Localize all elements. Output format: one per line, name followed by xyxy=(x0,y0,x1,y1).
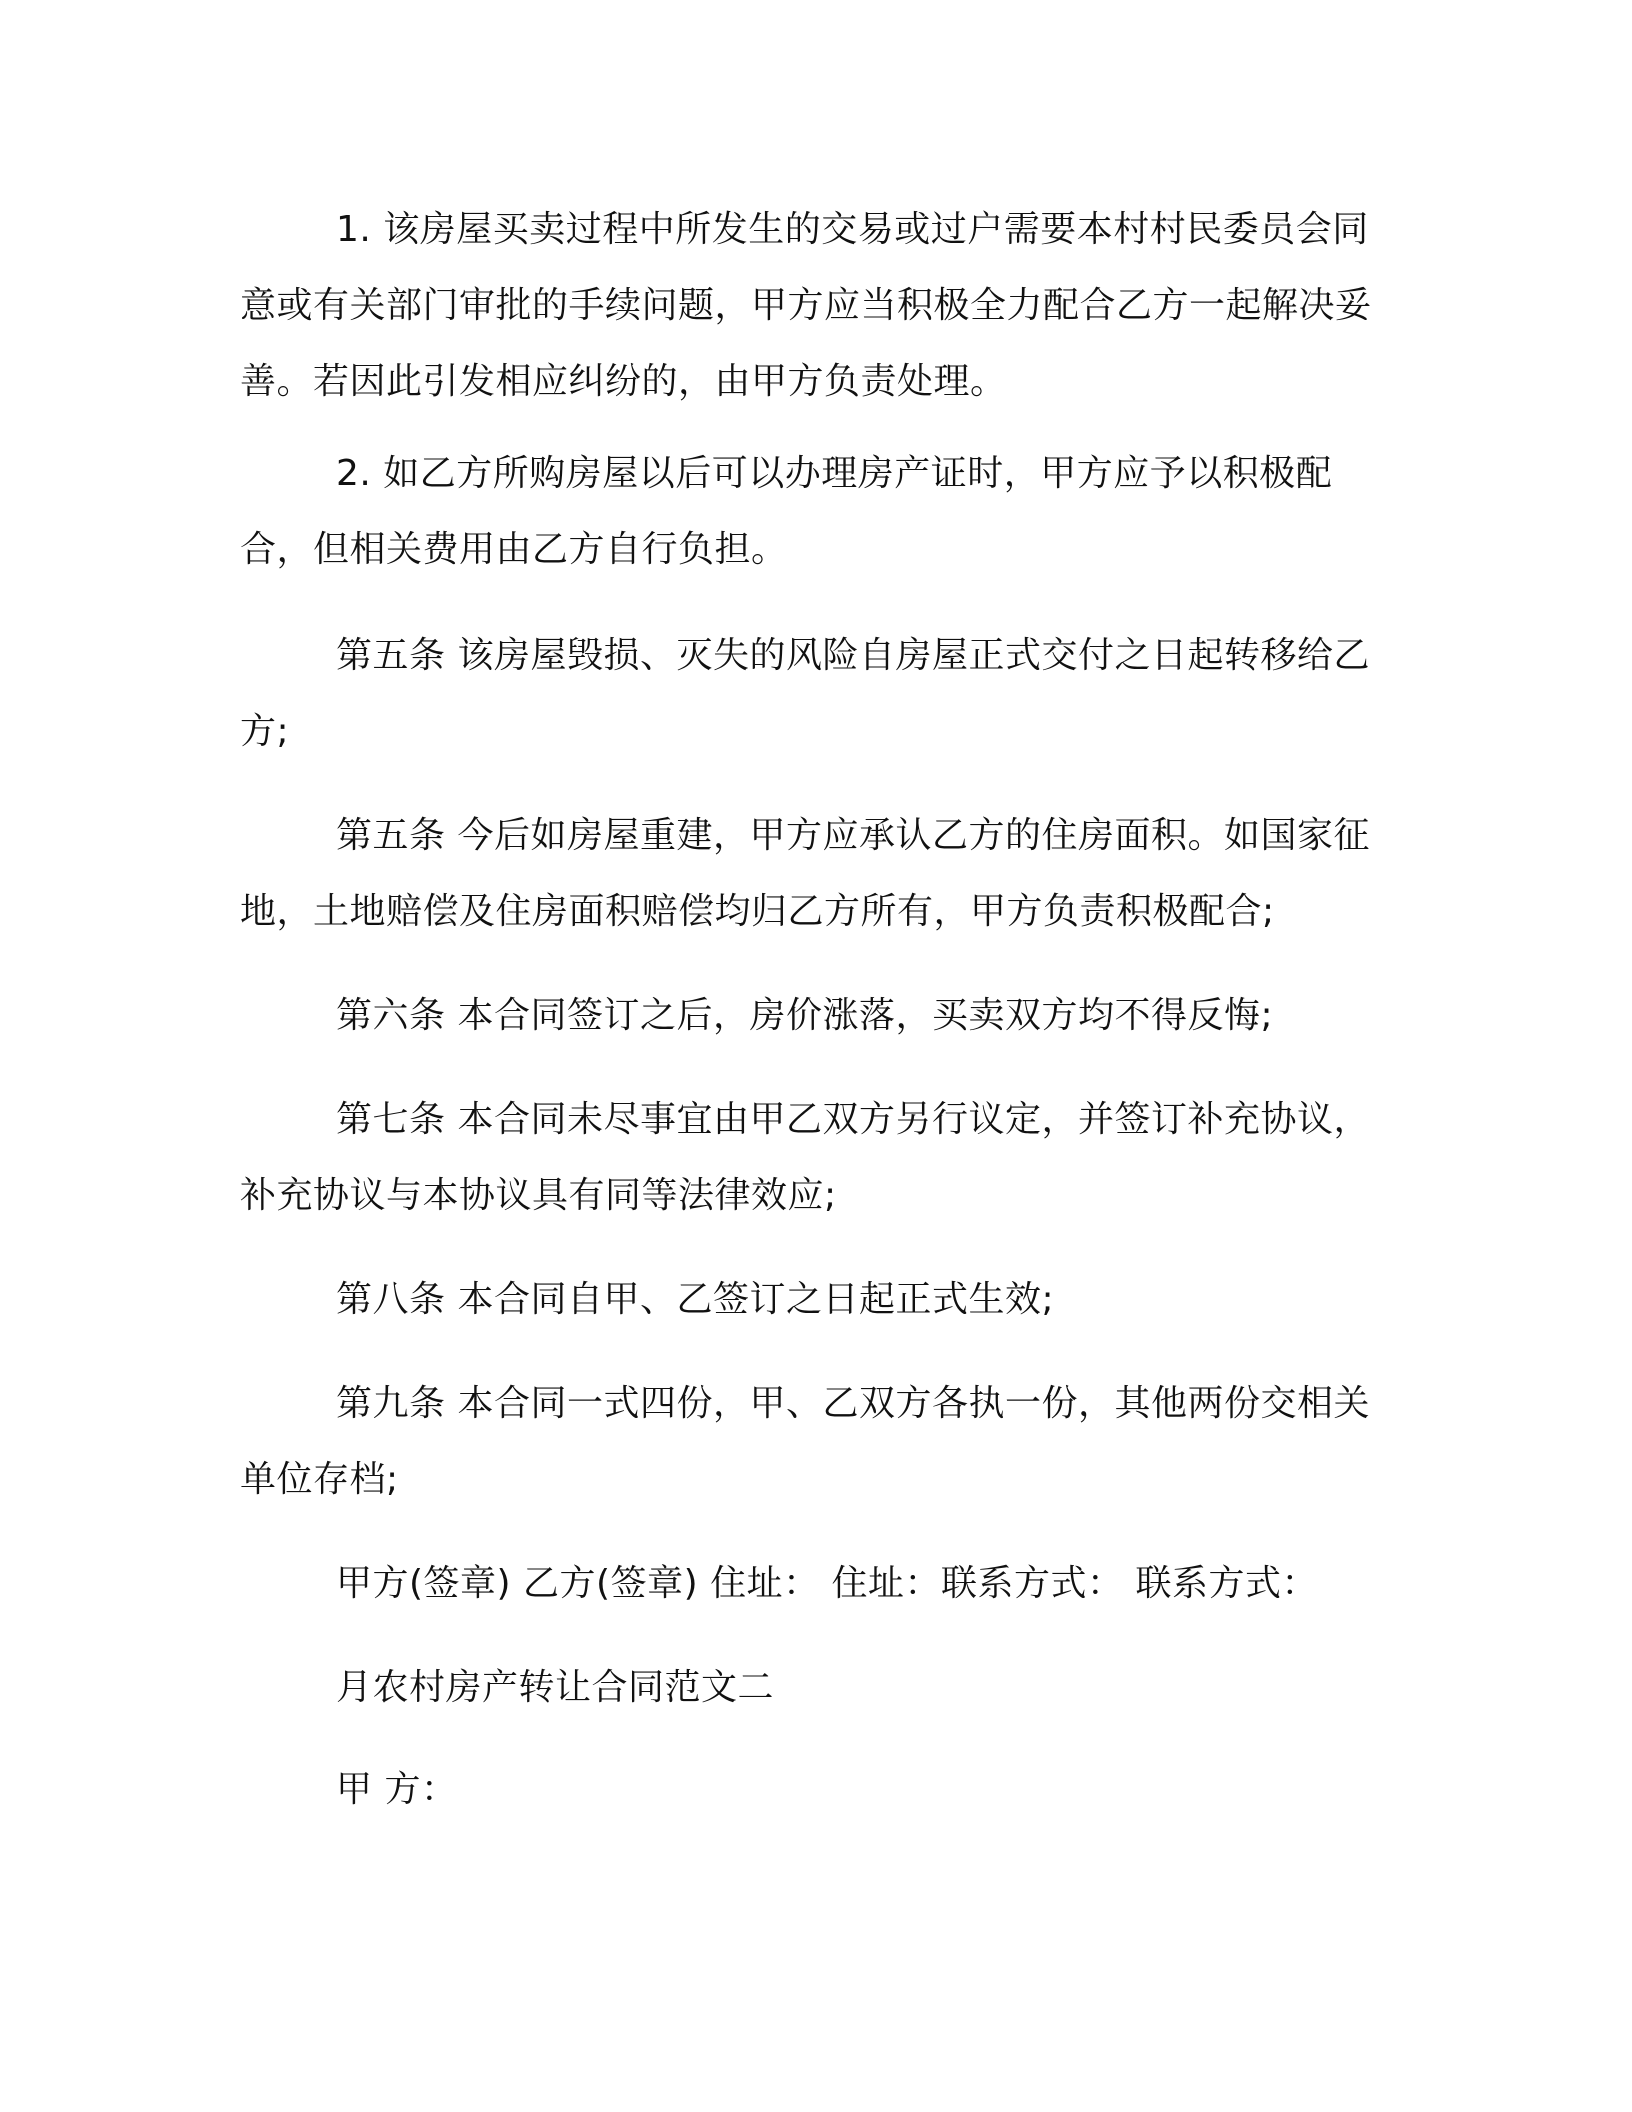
paragraph-article-6: 第六条 本合同签订之后，房价涨落，买卖双方均不得反悔; xyxy=(336,995,1274,1036)
paragraph-party-a: 甲 方： xyxy=(336,1769,458,1810)
paragraph-article-7: 第七条 本合同未尽事宜由甲乙双方另行议定，并签订补充协议，补充协议与本协议具有同等法律效应; xyxy=(240,1099,1370,1216)
paragraph-article-5-rebuild: 第五条 今后如房屋重建，甲方应承认乙方的住房面积。如国家征地，土地赔偿及住房面积赔偿均归乙方所有，甲方负责积极配合; xyxy=(240,815,1370,932)
paragraph-signatures: 甲方(签章) 乙方(签章) 住址： 住址：联系方式： 联系方式： xyxy=(336,1563,1318,1604)
paragraph-clause-2: 2. 如乙方所购房屋以后可以办理房产证时，甲方应予以积极配合，但相关费用由乙方自行负担。 xyxy=(240,453,1333,570)
paragraph-article-8: 第八条 本合同自甲、乙签订之日起正式生效; xyxy=(336,1279,1055,1320)
paragraph-article-9: 第九条 本合同一式四份，甲、乙双方各执一份，其他两份交相关单位存档; xyxy=(240,1383,1370,1500)
paragraph-template-title: 月农村房产转让合同范文二 xyxy=(336,1667,775,1708)
paragraph-article-5-risk: 第五条 该房屋毁损、灭失的风险自房屋正式交付之日起转移给乙方; xyxy=(240,635,1370,752)
paragraph-clause-1: 1. 该房屋买卖过程中所发生的交易或过户需要本村村民委员会同意或有关部门审批的手续问题，甲方应当积极全力配合乙方一起解决妥善。若因此引发相应纠纷的，由甲方负责处理。 xyxy=(240,209,1372,402)
